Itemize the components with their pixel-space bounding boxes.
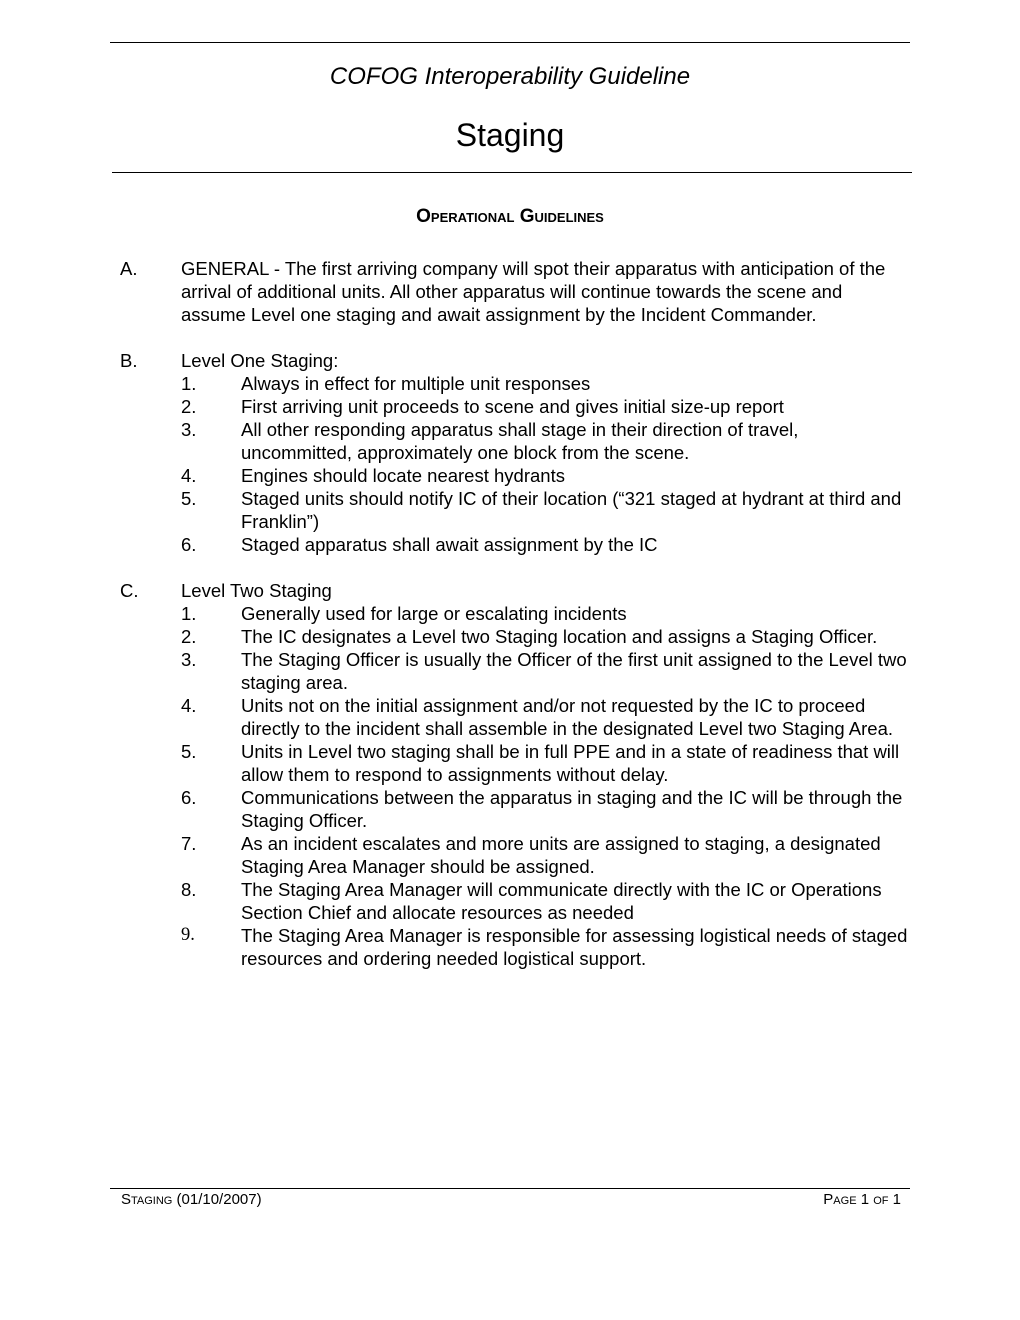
section-c-heading <box>120 579 910 602</box>
item-number: 1. <box>181 603 197 624</box>
section-a <box>120 257 910 326</box>
list-item <box>120 487 910 533</box>
footer-page-number: Page 1 of 1 <box>823 1191 901 1208</box>
list-item <box>120 786 910 832</box>
section-text: Level One Staging: <box>181 350 339 371</box>
list-item <box>120 740 910 786</box>
document-subtitle: Staging <box>455 117 565 153</box>
item-number: 9. <box>181 925 195 945</box>
list-item <box>120 372 910 395</box>
list-item <box>120 418 910 464</box>
item-text: Always in effect for multiple unit responses <box>241 373 591 394</box>
item-number: 4. <box>181 465 197 486</box>
item-text: The Staging Officer is usually the Officer of the first unit assigned to the Level two staging area. <box>241 649 907 693</box>
item-text: Engines should locate nearest hydrants <box>241 465 565 486</box>
item-text: First arriving unit proceeds to scene and gives initial size-up report <box>241 396 784 417</box>
item-text: Units in Level two staging shall be in full PPE and in a state of readiness that will allow them to respond to assignments without delay. <box>241 741 900 785</box>
item-number: 4. <box>181 695 197 716</box>
document-body <box>120 257 910 970</box>
item-number: 5. <box>181 488 197 509</box>
item-number: 1. <box>181 373 197 394</box>
section-a-heading <box>120 257 910 326</box>
item-text: Generally used for large or escalating incidents <box>241 603 627 624</box>
list-item <box>120 464 910 487</box>
item-number: 2. <box>181 626 197 647</box>
section-b <box>120 349 910 556</box>
item-number: 6. <box>181 534 197 555</box>
item-number: 5. <box>181 741 197 762</box>
list-item <box>120 533 910 556</box>
section-heading: Operational Guidelines <box>416 206 604 227</box>
item-number: 8. <box>181 879 197 900</box>
list-item <box>120 832 910 878</box>
footer-document-date: Staging (01/10/2007) <box>121 1191 262 1208</box>
list-item <box>120 694 910 740</box>
list-item <box>120 625 910 648</box>
section-b-list <box>120 372 910 556</box>
list-item <box>120 878 910 924</box>
section-c-list <box>120 602 910 970</box>
section-text: GENERAL - The first arriving company will spot their apparatus with anticipation of the arrival of additional units. All other apparatus will continue towards the scene and assume Level one staging and await assignment by the Incident Commander. <box>181 258 886 325</box>
item-number: 2. <box>181 396 197 417</box>
footer-rule <box>110 1188 910 1189</box>
list-item <box>120 924 910 970</box>
section-text: Level Two Staging <box>181 580 332 601</box>
item-number: 6. <box>181 787 197 808</box>
header-top-rule <box>110 42 910 43</box>
section-b-heading <box>120 349 910 372</box>
list-item <box>120 648 910 694</box>
item-number: 3. <box>181 649 197 670</box>
section-letter: C. <box>120 580 139 601</box>
list-item <box>120 395 910 418</box>
item-text: The Staging Area Manager is responsible for assessing logistical needs of staged resources and ordering needed logistical support. <box>241 925 908 969</box>
item-text: Staged units should notify IC of their location (“321 staged at hydrant at third and Franklin”) <box>241 488 902 532</box>
item-text: The IC designates a Level two Staging location and assigns a Staging Officer. <box>241 626 878 647</box>
section-c <box>120 579 910 970</box>
item-text: The Staging Area Manager will communicate directly with the IC or Operations Section Chief and allocate resources as needed <box>241 879 882 923</box>
header-bottom-rule <box>112 172 912 173</box>
item-text: As an incident escalates and more units are assigned to staging, a designated Staging Area Manager should be assigned. <box>241 833 881 877</box>
item-text: Units not on the initial assignment and/or not requested by the IC to proceed directly to the incident shall assemble in the designated Level two Staging Area. <box>241 695 894 739</box>
list-item <box>120 602 910 625</box>
item-text: Staged apparatus shall await assignment by the IC <box>241 534 658 555</box>
section-letter: B. <box>120 350 138 371</box>
item-text: Communications between the apparatus in staging and the IC will be through the Staging Officer. <box>241 787 903 831</box>
document-title: COFOG Interoperability Guideline <box>329 63 691 90</box>
item-number: 3. <box>181 419 197 440</box>
section-letter: A. <box>120 258 138 279</box>
item-number: 7. <box>181 833 197 854</box>
item-text: All other responding apparatus shall stage in their direction of travel, uncommitted, approximately one block from the scene. <box>241 419 799 463</box>
